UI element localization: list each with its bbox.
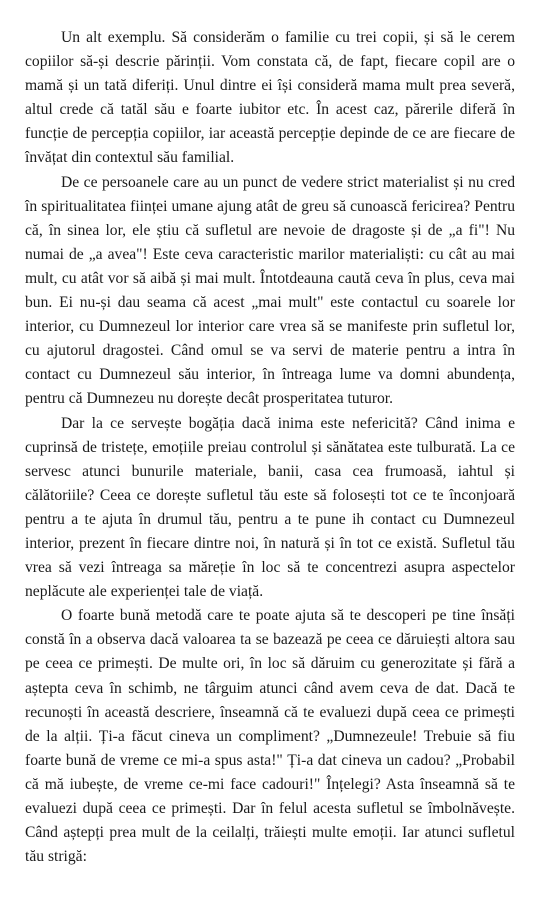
paragraph-materialists: De ce persoanele care au un punct de vedere strict materialist și nu cred în spiritualitatea ființei umane ajung atât de greu să cunoască fericirea? Pentru că, în sinea lor, ele știu că sufletul are nevoie de dragoste și de „a fi"! Nu numai de „a avea"! Este ceva caracteristic marilor materialiști: cu cât au mai mult, cu atât vor să aibă și mai mult. Întotdeauna caută ceva în plus, ceva mai bun. Ei nu-și dau seama că acest „mai mult" este contactul cu soarele lor interior, cu Dumnezeul lor interior care vrea să se manifeste prin sufletul lor, cu ajutorul dragostei. Când omul se va servi de materie pentru a intra în contact cu Dumnezeul său interior, în întreaga lume va domni abundența, pentru că Dumnezeu nu dorește decât prosperitatea tuturor.: [25, 173, 515, 408]
paragraph-self-discovery: O foarte bună metodă care te poate ajuta să te descoperi pe tine însăți constă în a observa dacă valoarea ta se bazează pe ceea ce dăruiești altora sau pe ceea ce primești. De multe ori, în loc să dăruim cu generozitate și fără a aștepta ceva în schimb, ne târguim atunci când avem ceva de dat. Dacă te recunoști în această descriere, înseamnă că te evaluezi după ceea ce primești de la alții. Ți-a făcut cineva un compliment? „Dumnezeule! Trebuie să fiu foarte bună de vreme ce mi-a spus asta!" Ți-a dat cineva un cadou? „Probabil că mă iubește, de vreme ce-mi face cadouri!" Înțelegi? Asta înseamnă să te evaluezi după ceea ce primești. Dar în felul acesta sufletul se îmbolnăvește. Când aștepți prea mult de la ceilalți, trăiești multe emoții. Iar atunci sufletul tău strigă:: [25, 607, 515, 866]
paragraph-wealth: Dar la ce servește bogăția dacă inima este nefericită? Când inima e cuprinsă de tristețe, emoțiile preiau controlul și sănătatea este tulburată. La ce servesc atunci bunurile materiale, banii, casa cea frumoasă, iahtul și călătoriile? Ceea ce dorește sufletul tău este să folosești tot ce te înconjoară pentru a te ajuta în drumul tău, pentru a te pune ih contact cu Dumnezeul interior, prezent în fiecare dintre noi, în natură și în tot ce există. Sufletul tău vrea să vezi întreaga sa măreție în loc să te concentrezi asupra aspectelor neplăcute ale experienței tale de viață.: [25, 414, 515, 601]
document-page: [25, 26, 515, 869]
paragraph-family-example: Un alt exemplu. Să considerăm o familie cu trei copii, și să le cerem copiilor să-și descrie părinții. Vom constata că, de fapt, fiecare copil are o mamă și un tată diferiți. Unul dintre ei își consideră mama mult prea severă, altul crede că tatăl său e foarte iubitor etc. În acest caz, părerile diferă în funcție de percepția copiilor, iar această percepție depinde de ce are fiecare de învățat din contextul său familial.: [25, 29, 515, 167]
